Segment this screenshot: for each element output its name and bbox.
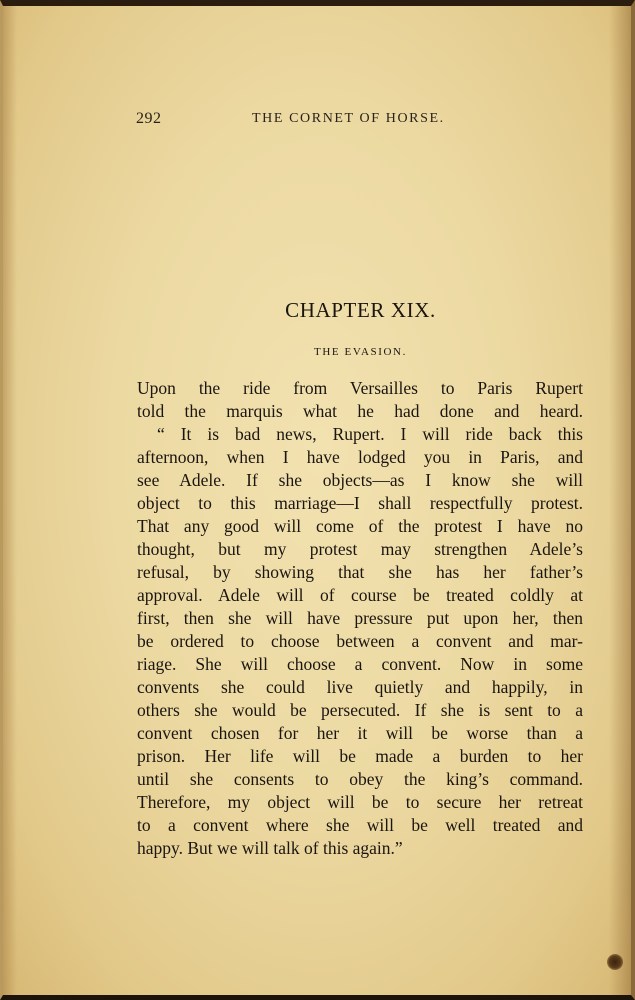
chapter-title: CHAPTER XIX. bbox=[285, 298, 436, 322]
text-line: convent chosen for her it will be worse than a bbox=[137, 723, 583, 743]
text-line: approval. Adele will of course be treated coldly at bbox=[137, 585, 583, 605]
text-line: Upon the ride from Versailles to Paris Rupert bbox=[137, 378, 583, 398]
page-number: 292 bbox=[136, 110, 162, 127]
running-title: THE CORNET OF HORSE. bbox=[252, 111, 445, 126]
text-line: convents she could live quietly and happily, in bbox=[137, 677, 583, 697]
text-line: see Adele. If she objects—as I know she will bbox=[137, 470, 583, 490]
text-line: afternoon, when I have lodged you in Paris, and bbox=[137, 447, 583, 467]
text-line: to a convent where she will be well treated and bbox=[137, 815, 583, 835]
text-line: “ It is bad news, Rupert. I will ride back this bbox=[157, 424, 583, 444]
text-line: prison. Her life will be made a burden to her bbox=[137, 746, 583, 766]
text-line: That any good will come of the protest I have no bbox=[137, 516, 583, 536]
text-line: until she consents to obey the king’s command. bbox=[137, 769, 583, 789]
chapter-subtitle: THE EVASION. bbox=[314, 346, 407, 358]
text-line: told the marquis what he had done and heard. bbox=[137, 401, 583, 421]
text-line: thought, but my protest may strengthen Adele’s bbox=[137, 539, 583, 559]
text-line: be ordered to choose between a convent and mar- bbox=[137, 631, 583, 651]
text-line: happy. But we will talk of this again.” bbox=[137, 838, 403, 858]
body-text bbox=[137, 377, 583, 860]
text-line: Therefore, my object will be to secure her retreat bbox=[137, 792, 583, 812]
page-edge-shadow-left bbox=[3, 6, 17, 995]
page-edge-shadow-right bbox=[609, 6, 631, 995]
text-line: riage. She will choose a convent. Now in some bbox=[137, 654, 583, 674]
text-line: first, then she will have pressure put upon her, then bbox=[137, 608, 583, 628]
text-line: refusal, by showing that she has her father’s bbox=[137, 562, 583, 582]
ink-spot bbox=[607, 954, 623, 970]
text-line: object to this marriage—I shall respectfully protest. bbox=[137, 493, 583, 513]
text-line: others she would be persecuted. If she is sent to a bbox=[137, 700, 583, 720]
running-head bbox=[3, 110, 635, 134]
